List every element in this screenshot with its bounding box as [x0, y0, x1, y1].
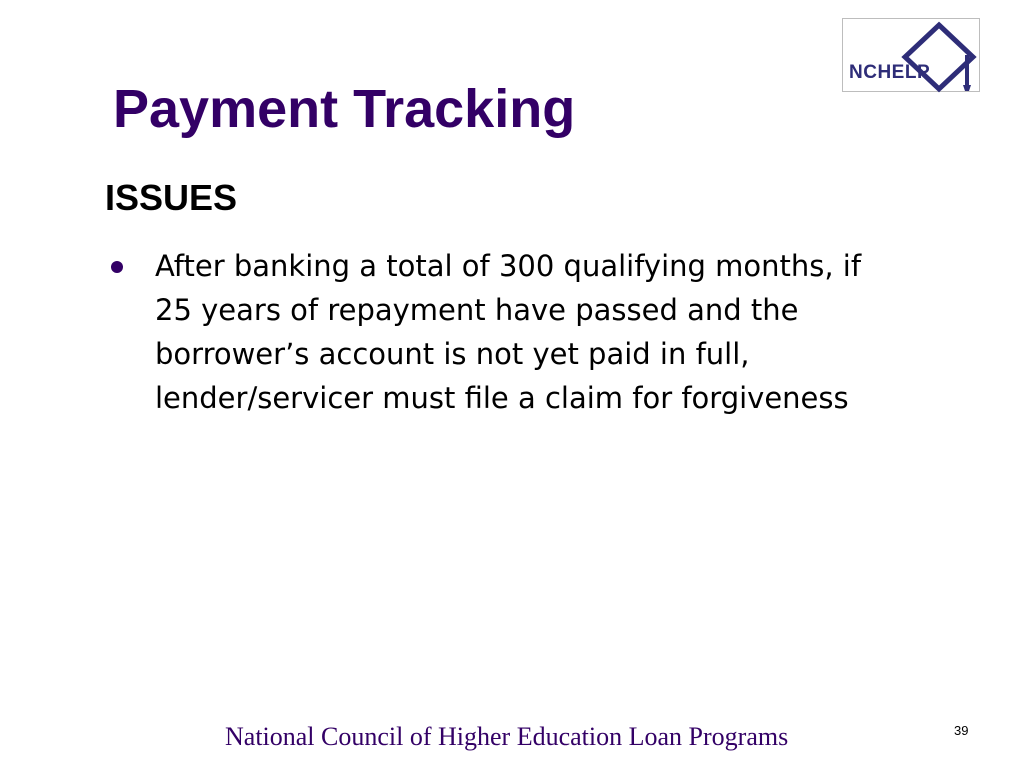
logo-text: NCHELP: [849, 62, 931, 83]
nchelp-logo: [842, 18, 980, 92]
bullet-list: [105, 244, 905, 420]
section-heading: ISSUES: [105, 177, 238, 218]
footer-organization-name: National Council of Higher Education Loan Programs: [225, 722, 789, 751]
slide-title: Payment Tracking: [113, 79, 576, 139]
bullet-item: [105, 244, 905, 420]
bullet-text: After banking a total of 300 qualifying months, if 25 years of repayment have passed and the borrower’s account is not yet paid in full, lender/servicer must file a claim for forgiveness: [155, 249, 862, 415]
page-number: 39: [954, 723, 969, 738]
bullet-point-icon: [111, 261, 123, 273]
